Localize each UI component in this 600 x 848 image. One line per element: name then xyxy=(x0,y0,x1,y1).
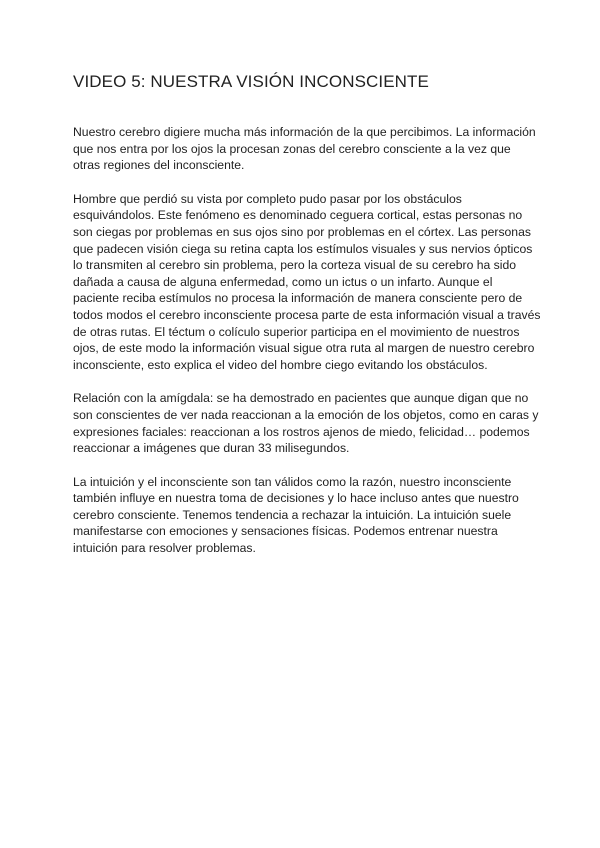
document-page xyxy=(73,70,541,574)
paragraph-amygdala: Relación con la amígdala: se ha demostrado en pacientes que aunque digan que no son conscientes de ver nada reaccionan a la emoción de los objetos, como en caras y expresiones faciales: reaccionan a los rostros ajenos de miedo, felicidad… podemos reaccionar a imágenes que duran 33 milisegundos. xyxy=(73,391,539,456)
paragraph-intro: Nuestro cerebro digiere mucha más información de la que percibimos. La información que nos entra por los ojos la procesan zonas del cerebro consciente a la vez que otras regiones del inconsciente. xyxy=(73,125,536,173)
paragraph-intuition: La intuición y el inconsciente son tan válidos como la razón, nuestro inconsciente también influye en nuestra toma de decisiones y lo hace incluso antes que nuestro cerebro consciente. Tenemos tendencia a rechazar la intuición. La intuición suele manifestarse con emociones y sensaciones físicas. Podemos entrenar nuestra intuición para resolver problemas. xyxy=(73,474,519,556)
page-title: VIDEO 5: NUESTRA VISIÓN INCONSCIENTE xyxy=(73,72,429,91)
paragraph-cortical-blindness: Hombre que perdió su vista por completo pudo pasar por los obstáculos esquivándolos. Este fenómeno es denominado ceguera cortical, estas personas no son ciegas por problemas en sus ojos sino por problemas en el córtex. Las personas que padecen visión ciega su retina capta los estímulos visuales y sus nervios ópticos lo transmiten al cerebro sin problema, pero la corteza visual de su cerebro ha sido dañada a causa de alguna enfermedad, como un ictus o un infarto. Aunque el paciente reciba estímulos no procesa la información de manera consciente pero de todos modos el cerebro inconsciente procesa parte de esta información visual a través de otras rutas. El téctum o colículo superior participa en el movimiento de nuestros ojos, de este modo la información visual sigue otra ruta al margen de nuestro cerebro inconsciente, esto explica el video del hombre ciego evitando los obstáculos. xyxy=(73,191,541,372)
